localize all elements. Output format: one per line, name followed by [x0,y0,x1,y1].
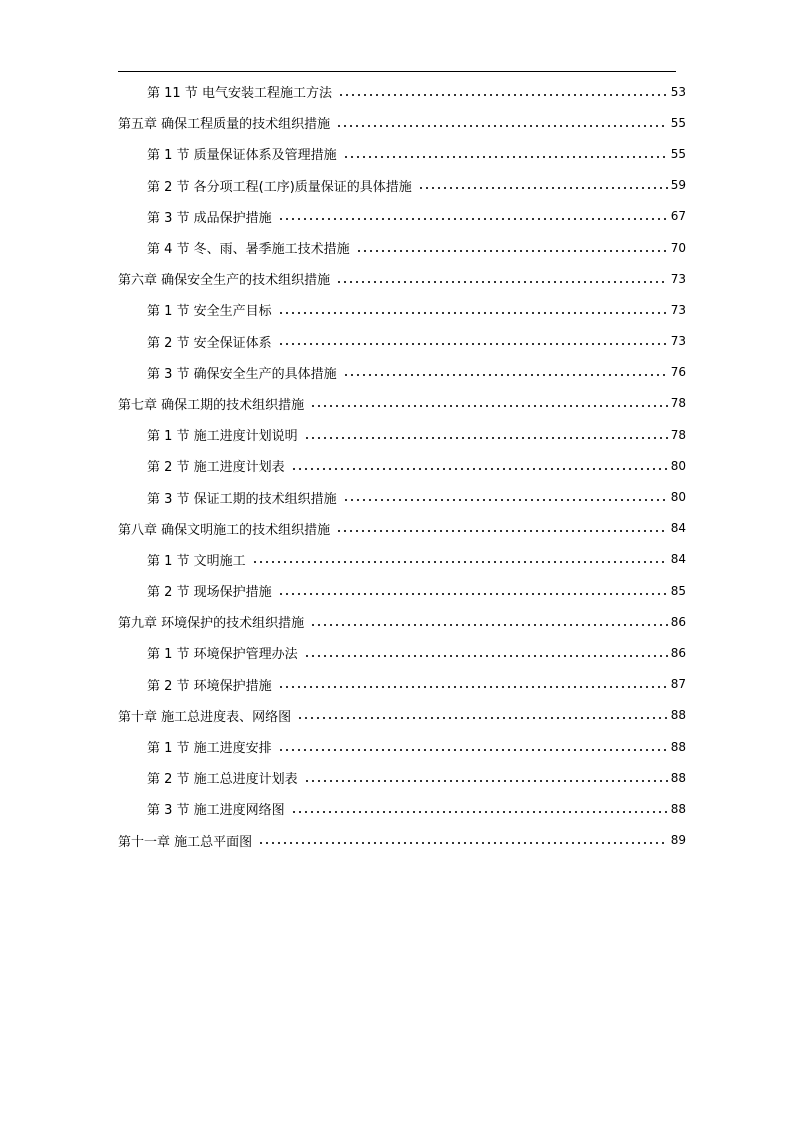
toc-dot-leader [304,655,668,657]
toc-page-number: 88 [670,708,686,723]
toc-dot-leader [336,530,668,532]
toc-chapter-entry[interactable] [118,700,686,731]
table-of-contents [118,76,686,856]
toc-entry-title: 第 11 节 电气安装工程施工方法 [147,86,332,102]
toc-page-number: 73 [670,302,686,317]
toc-section-entry[interactable] [118,481,686,512]
toc-section-entry[interactable] [118,575,686,606]
toc-section-entry[interactable] [118,201,686,232]
toc-page-number: 78 [670,427,686,442]
toc-page-number: 87 [670,677,686,692]
toc-page-number: 88 [670,801,686,816]
toc-section-entry[interactable] [118,669,686,700]
toc-page-number: 59 [670,178,686,193]
toc-entry-title: 第 3 节 保证工期的技术组织措施 [147,491,337,507]
toc-entry-title: 第 1 节 安全生产目标 [147,304,272,320]
toc-entry-title: 第 4 节 冬、雨、暑季施工技术措施 [147,242,350,258]
toc-dot-leader [278,593,668,595]
toc-entry-title: 第 3 节 施工进度网络图 [147,803,285,819]
toc-section-entry[interactable] [118,138,686,169]
toc-page-number: 84 [670,521,686,536]
toc-entry-title: 第七章 确保工期的技术组织措施 [118,397,305,413]
toc-chapter-entry[interactable] [118,263,686,294]
toc-chapter-entry[interactable] [118,825,686,856]
toc-section-entry[interactable] [118,637,686,668]
toc-dot-leader [356,250,668,252]
toc-entry-title: 第六章 确保安全生产的技术组织措施 [118,273,331,289]
toc-entry-title: 第八章 确保文明施工的技术组织措施 [118,522,331,538]
toc-page-number: 70 [670,240,686,255]
toc-entry-title: 第 2 节 各分项工程(工序)质量保证的具体措施 [147,179,412,195]
toc-dot-leader [343,156,668,158]
toc-section-entry[interactable] [118,731,686,762]
toc-dot-leader [310,624,668,626]
toc-section-entry[interactable] [118,294,686,325]
toc-chapter-entry[interactable] [118,513,686,544]
toc-entry-title: 第 3 节 确保安全生产的具体措施 [147,366,337,382]
toc-entry-title: 第 1 节 质量保证体系及管理措施 [147,148,337,164]
toc-dot-leader [278,749,668,751]
toc-dot-leader [291,468,668,470]
toc-entry-title: 第 1 节 施工进度安排 [147,741,272,757]
toc-section-entry[interactable] [118,544,686,575]
toc-chapter-entry[interactable] [118,388,686,419]
toc-page-number: 88 [670,770,686,785]
toc-page-number: 84 [670,552,686,567]
toc-dot-leader [278,312,668,314]
toc-entry-title: 第 2 节 施工总进度计划表 [147,772,298,788]
toc-dot-leader [343,374,668,376]
toc-section-entry[interactable] [118,326,686,357]
toc-entry-title: 第 2 节 施工进度计划表 [147,460,285,476]
toc-page-number: 76 [670,365,686,380]
toc-dot-leader [304,437,668,439]
header-rule [118,71,676,72]
toc-dot-leader [291,811,668,813]
toc-dot-leader [304,780,668,782]
toc-page-number: 80 [670,490,686,505]
toc-page-number: 85 [670,583,686,598]
toc-section-entry[interactable] [118,170,686,201]
toc-entry-title: 第十一章 施工总平面图 [118,834,253,850]
toc-section-entry[interactable] [118,357,686,388]
toc-dot-leader [336,125,668,127]
toc-chapter-entry[interactable] [118,107,686,138]
toc-dot-leader [258,842,668,844]
toc-chapter-entry[interactable] [118,606,686,637]
toc-entry-title: 第五章 确保工程质量的技术组织措施 [118,117,331,133]
toc-dot-leader [278,686,668,688]
toc-dot-leader [343,499,668,501]
toc-page-number: 55 [670,115,686,130]
toc-entry-title: 第 2 节 现场保护措施 [147,585,272,601]
toc-dot-leader [252,561,668,563]
toc-section-entry[interactable] [118,793,686,824]
toc-page-number: 86 [670,614,686,629]
toc-dot-leader [418,187,668,189]
toc-dot-leader [278,343,668,345]
toc-entry-title: 第 3 节 成品保护措施 [147,210,272,226]
toc-page-number: 67 [670,209,686,224]
toc-page-number: 86 [670,645,686,660]
toc-entry-title: 第 1 节 环境保护管理办法 [147,647,298,663]
toc-page-number: 73 [670,271,686,286]
toc-entry-title: 第 2 节 环境保护措施 [147,678,272,694]
toc-entry-title: 第十章 施工总进度表、网络图 [118,709,292,725]
toc-page-number: 55 [670,146,686,161]
toc-section-entry[interactable] [118,76,686,107]
toc-entry-title: 第 1 节 施工进度计划说明 [147,429,298,445]
toc-entry-title: 第 2 节 安全保证体系 [147,335,272,351]
toc-dot-leader [336,281,668,283]
toc-dot-leader [338,94,668,96]
toc-section-entry[interactable] [118,419,686,450]
toc-page-number: 78 [670,396,686,411]
toc-page-number: 80 [670,458,686,473]
toc-entry-title: 第 1 节 文明施工 [147,553,246,569]
toc-entry-title: 第九章 环境保护的技术组织措施 [118,616,305,632]
toc-dot-leader [310,405,668,407]
toc-section-entry[interactable] [118,232,686,263]
toc-dot-leader [278,218,668,220]
toc-page-number: 88 [670,739,686,754]
toc-page-number: 73 [670,334,686,349]
toc-section-entry[interactable] [118,450,686,481]
toc-page-number: 89 [670,833,686,848]
toc-section-entry[interactable] [118,762,686,793]
toc-dot-leader [297,717,668,719]
toc-page-number: 53 [670,84,686,99]
